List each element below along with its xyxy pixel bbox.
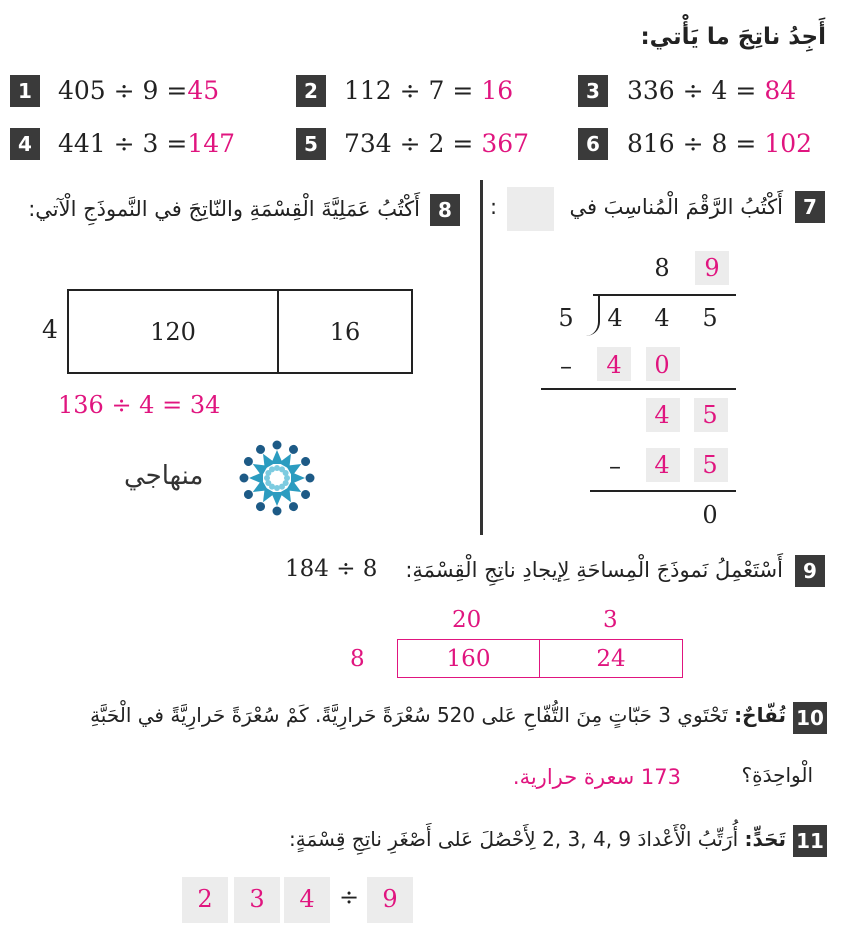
exercise-11-question: أُرَتِّبُ الْأَعْدادَ 9 ,4 ,3 ,2 لِأَحْصُلَ عَلى أَصْغَرِ ناتِجِ قِسْمَةٍ:	[289, 827, 739, 851]
exercise-9-badge: 9	[795, 555, 825, 587]
division-sign: ÷	[338, 883, 360, 911]
q8-area-part: 120	[69, 291, 279, 372]
quotient-answer-digit: 9	[704, 254, 720, 282]
minus-sign: –	[609, 452, 621, 480]
exercise-11-label: تَحَدٍّ:	[744, 827, 786, 851]
exercise-11-text	[289, 827, 786, 851]
exercise-10-answer: 173 سعرة حرارية.	[512, 765, 681, 789]
blank-box-icon	[507, 187, 554, 231]
minus-sign: –	[560, 352, 572, 380]
step-1-digit: 0	[654, 351, 670, 379]
q8-side-label: 4	[42, 315, 58, 344]
exercise-3-expression: 336 ÷ 4 =	[627, 76, 757, 105]
q8-area-part: 16	[329, 317, 361, 346]
exercise-10-badge: 10	[793, 702, 827, 734]
exercise-1-answer: 45	[187, 76, 220, 105]
exercise-1-badge: 1	[10, 75, 40, 107]
exercise-7-badge: 7	[795, 191, 825, 223]
q9-top-label: 3	[603, 607, 618, 633]
q11-divisor: 9	[382, 885, 398, 913]
exercise-10-text	[90, 703, 786, 727]
exercise-10-question-line-1: تَحْتَوي 3 حَبّاتٍ مِنَ التُّفّاحِ عَلى 520 سُعْرَةً حَرارِيَّةً. كَمْ سُعْرَةً حَرارِيَّةً في الْحَبَّةِ	[90, 703, 728, 727]
step-3-digit: 5	[702, 451, 718, 479]
exercise-8-badge: 8	[430, 194, 460, 226]
page-title: أَجِدُ ناتِجَ ما يَأْتي:	[640, 24, 826, 50]
dividend-digit: 4	[654, 304, 670, 332]
quotient-digit: 8	[654, 254, 670, 282]
exercise-6-badge: 6	[578, 128, 608, 160]
exercise-7-colon: :	[490, 195, 498, 219]
exercise-2	[344, 76, 513, 105]
exercise-5-answer: 367	[481, 129, 530, 158]
step-2-digit: 4	[654, 401, 670, 429]
step-2-digit: 5	[702, 401, 718, 429]
flower-logo-icon	[236, 437, 318, 519]
exercise-3	[627, 76, 796, 105]
exercise-5	[344, 129, 529, 158]
exercise-5-badge: 5	[296, 128, 326, 160]
q9-area-part: 24	[596, 645, 626, 672]
q9-expression: 184 ÷ 8	[285, 556, 378, 582]
exercise-1	[58, 76, 219, 105]
exercise-1-expression: 405 ÷ 9 =	[58, 76, 188, 105]
exercise-4-badge: 4	[10, 128, 40, 160]
step-1-digit: 4	[606, 351, 622, 379]
subtraction-line	[541, 388, 736, 390]
subtraction-line	[590, 490, 736, 492]
q11-digit: 3	[249, 885, 265, 913]
q8-answer: 136 ÷ 4 = 34	[58, 391, 221, 419]
q9-area-model	[397, 639, 683, 678]
exercise-8-instruction: أَكْتُبُ عَمَلِيَّةَ الْقِسْمَةِ والنّاتِجَ في النَّموذَجِ الْآتي:	[28, 197, 420, 221]
q11-digit: 2	[197, 885, 213, 913]
exercise-10-label: تُفّاحٌ:	[734, 703, 786, 727]
exercise-10-question-line-2: الْواحِدَةِ؟	[741, 763, 813, 787]
exercise-2-answer: 16	[481, 76, 514, 105]
exercise-2-badge: 2	[296, 75, 326, 107]
divisor: 5	[558, 304, 574, 332]
q9-area-part: 160	[398, 640, 540, 677]
exercise-4-answer: 147	[187, 129, 236, 158]
step-3-digit: 4	[654, 451, 670, 479]
dividend-digit: 5	[702, 304, 718, 332]
exercise-6-answer: 102	[764, 129, 813, 158]
exercise-5-expression: 734 ÷ 2 =	[344, 129, 474, 158]
exercise-7-instruction: أَكْتُبُ الرَّقْمَ الْمُناسِبَ في	[569, 195, 783, 219]
dividend-digit: 4	[607, 304, 623, 332]
exercise-3-badge: 3	[578, 75, 608, 107]
column-divider	[480, 180, 483, 535]
q11-digit: 4	[299, 885, 315, 913]
q8-area-model	[67, 289, 413, 374]
exercise-11-badge: 11	[793, 825, 827, 857]
exercise-4-expression: 441 ÷ 3 =	[58, 129, 188, 158]
logo-text: منهاجي	[124, 461, 204, 491]
exercise-6	[627, 129, 812, 158]
q9-side-label: 8	[350, 646, 365, 672]
remainder: 0	[702, 501, 718, 529]
q9-top-label: 20	[452, 607, 482, 633]
exercise-9-instruction: أَسْتَعْمِلُ نَموذَجَ الْمِساحَةِ لِإيجادِ ناتِجِ الْقِسْمَةِ:	[405, 558, 783, 582]
exercise-2-expression: 112 ÷ 7 =	[344, 76, 474, 105]
exercise-3-answer: 84	[764, 76, 797, 105]
exercise-6-expression: 816 ÷ 8 =	[627, 129, 757, 158]
exercise-4	[58, 129, 235, 158]
division-bar	[593, 294, 736, 296]
